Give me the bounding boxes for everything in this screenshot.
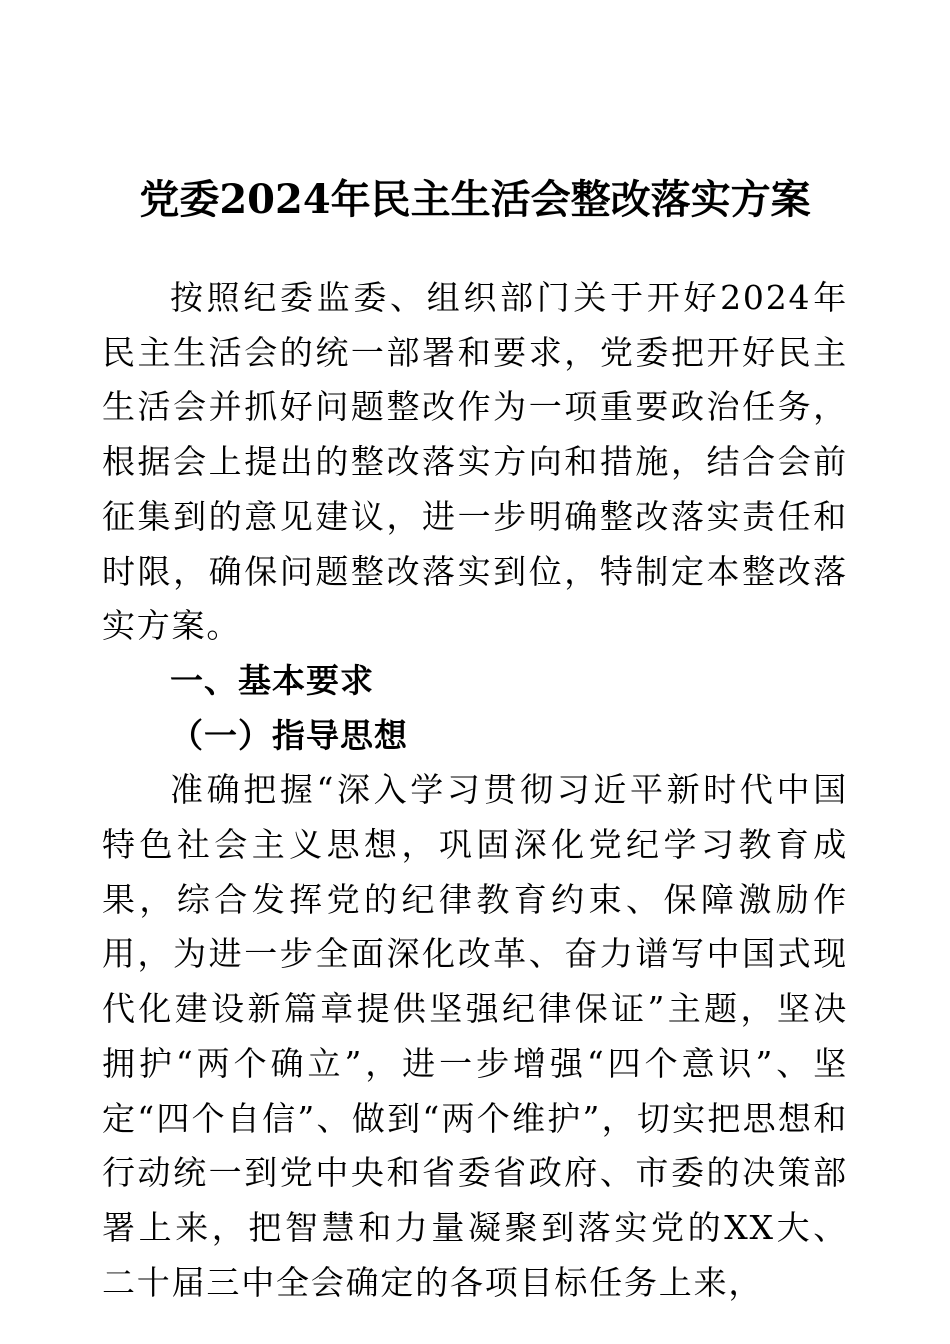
document-body: [102, 271, 848, 1310]
subsection-heading-guiding-ideology: （一）指导思想: [170, 715, 408, 755]
document-title: 党委2024年民主生活会整改落实方案: [139, 176, 811, 223]
guiding-ideology-paragraph: 准确把握“深入学习贯彻习近平新时代中国特色社会主义思想，巩固深化党纪学习教育成果，综合发挥党的纪律教育约束、保障激励作用，为进一步全面深化改革、奋力谱写中国式现代化建设新篇章提供坚强纪律保证”主题，坚决拥护“两个确立”，进一步增强“四个意识”、坚定“四个自信”、做到“两个维护”，切实把思想和行动统一到党中央和省委省政府、市委的决策部署上来，把智慧和力量凝聚到落实党的XX大、二十届三中全会确定的各项目标任务上来，: [102, 770, 848, 1302]
intro-paragraph: 按照纪委监委、组织部门关于开好2024年民主生活会的统一部署和要求，党委把开好民主生活会并抓好问题整改作为一项重要政治任务，根据会上提出的整改落实方向和措施，结合会前征集到的意见建议，进一步明确整改落实责任和时限，确保问题整改落实到位，特制定本整改落实方案。: [102, 278, 848, 646]
section-heading-basic-requirements: 一、基本要求: [170, 660, 374, 700]
